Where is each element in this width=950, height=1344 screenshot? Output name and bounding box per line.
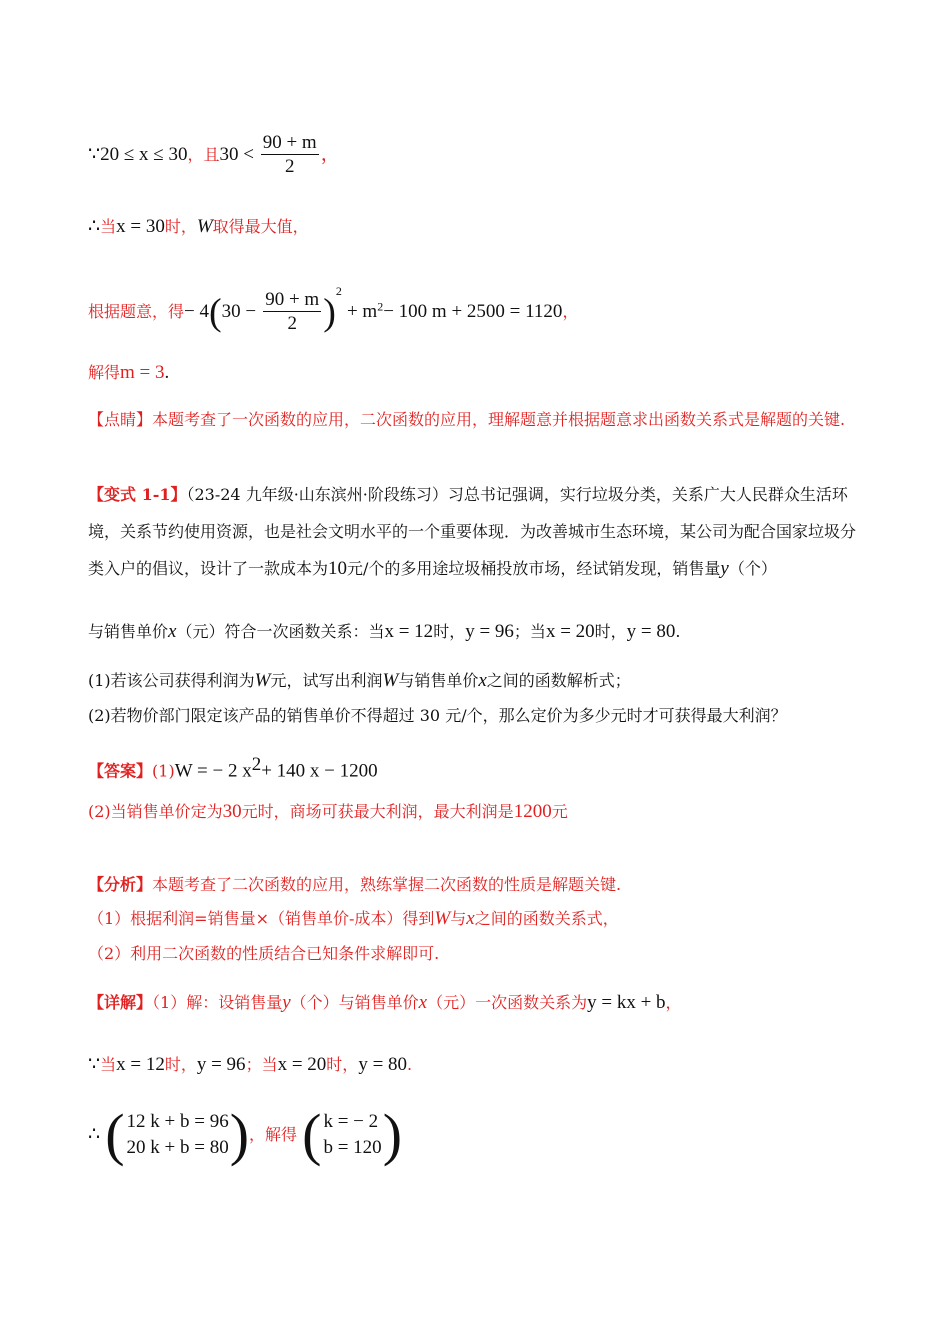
term: 30 − bbox=[221, 301, 257, 322]
text: 与销售单价 bbox=[398, 671, 479, 690]
equation: y = kx + b bbox=[587, 992, 666, 1013]
text: 元 bbox=[551, 802, 568, 821]
var-x: x bbox=[478, 670, 487, 691]
text: 与 bbox=[450, 909, 467, 928]
text: (2)当销售单价定为 bbox=[88, 802, 223, 821]
text: （元）一次函数关系为 bbox=[427, 993, 588, 1012]
inequality-left: 30 < bbox=[219, 143, 254, 165]
var-y: y bbox=[720, 558, 729, 579]
text: （2）利用二次函数的性质结合已知条件求解即可. bbox=[88, 944, 440, 963]
text: (1)若该公司获得利润为 bbox=[88, 671, 255, 690]
paren-close: ) bbox=[323, 291, 336, 334]
dianjing-tag: 【点睛】 bbox=[88, 410, 153, 429]
fraction-denominator: 2 bbox=[284, 156, 295, 177]
var-w: W bbox=[196, 216, 213, 237]
condition: x = 12 bbox=[384, 621, 434, 642]
text: 与销售单价 bbox=[88, 622, 169, 641]
var-w: W bbox=[382, 670, 399, 691]
question-1 bbox=[88, 670, 631, 692]
because-symbol: ∵ bbox=[88, 143, 101, 165]
condition: x = 30 bbox=[116, 216, 165, 237]
line-condition bbox=[88, 132, 340, 179]
term: + m bbox=[346, 301, 378, 322]
equation: W = − 2 x bbox=[174, 760, 252, 782]
var-x: x bbox=[418, 992, 428, 1013]
text: 之间的函数关系式， bbox=[474, 909, 619, 928]
exponent: 2 bbox=[335, 284, 342, 298]
analysis-line bbox=[88, 874, 621, 896]
solution-row: k = − 2 bbox=[323, 1111, 379, 1132]
therefore-symbol: ∴ bbox=[88, 1124, 101, 1145]
fraction bbox=[263, 289, 321, 336]
question-2 bbox=[88, 705, 787, 727]
detail-tag: 【详解】 bbox=[88, 993, 153, 1012]
solution-row: b = 120 bbox=[323, 1137, 382, 1158]
value: 30 bbox=[222, 801, 242, 822]
text: 时， bbox=[164, 217, 197, 236]
condition: y = 80 bbox=[626, 621, 676, 642]
condition: x = 12 bbox=[116, 1054, 165, 1075]
detail-condition bbox=[88, 1054, 412, 1076]
condition: x = 20 bbox=[277, 1054, 327, 1075]
condition: x = 20 bbox=[545, 621, 595, 642]
term: − 100 m + 2500 = 1120 bbox=[383, 301, 563, 322]
solution: m = 3 bbox=[120, 362, 165, 383]
value: 1200 bbox=[513, 801, 552, 822]
text: 时， bbox=[594, 622, 627, 641]
when-text: 当 bbox=[100, 217, 117, 236]
text: ；当 bbox=[513, 622, 546, 641]
detail-system bbox=[88, 1102, 403, 1167]
and-text: ，且 bbox=[187, 144, 220, 164]
therefore-symbol: ∴ bbox=[88, 216, 101, 237]
solution-system: ( k = − 2 b = 120 ) bbox=[302, 1102, 403, 1167]
line-solution bbox=[88, 362, 169, 384]
inequality: 20 ≤ x ≤ 30 bbox=[100, 143, 188, 165]
paren-open: ( bbox=[208, 291, 222, 334]
fraction-numerator: 90 + m bbox=[265, 289, 320, 310]
text: 当 bbox=[100, 1055, 117, 1074]
equation-row: 12 k + b = 96 bbox=[126, 1111, 229, 1132]
text: 时， bbox=[164, 1055, 197, 1074]
var-w: W bbox=[254, 670, 271, 691]
prefix-text: 解得 bbox=[88, 363, 121, 382]
dianjing-text: 本题考查了一次函数的应用，二次函数的应用，理解题意并根据题意求出函数关系式是解题的关键. bbox=[152, 410, 846, 429]
condition: y = 80 bbox=[358, 1054, 408, 1075]
analysis-tag: 【分析】 bbox=[88, 875, 153, 894]
answer-1 bbox=[88, 754, 378, 782]
text: 元时，商场可获最大利润，最大利润是 bbox=[241, 802, 514, 821]
equation: + 140 x − 1200 bbox=[261, 760, 378, 782]
text: （个）与销售单价 bbox=[290, 993, 419, 1012]
text: (1) bbox=[152, 761, 175, 781]
text: . bbox=[407, 1055, 413, 1074]
fraction bbox=[261, 132, 319, 179]
text: 本题考查了二次函数的应用，熟练掌握二次函数的性质是解题关键. bbox=[152, 875, 622, 894]
variant-paragraph bbox=[88, 476, 863, 587]
variant-text: 元/个的多用途垃圾桶投放市场，经试销发现，销售量 bbox=[347, 559, 721, 578]
dianjing-paragraph bbox=[88, 402, 863, 438]
text: 时， bbox=[326, 1055, 359, 1074]
line-equation bbox=[88, 280, 578, 336]
var-w: W bbox=[434, 908, 451, 929]
because-symbol: ∵ bbox=[88, 1054, 101, 1075]
equation-row: 20 k + b = 80 bbox=[126, 1137, 229, 1158]
var-x: x bbox=[168, 621, 177, 642]
variant-text: （23-24 九年级·山东滨州·阶段练习）习总书记强调，实行垃圾分类，关系广大人民群众生活环境，关系节约使用资源，也是社会文明水平的一个重要体现．为改善城市生态环境，某公司为配合国家垃圾分类入户的倡议，设计了一款成本为 bbox=[88, 485, 857, 578]
var-x: x bbox=[466, 908, 475, 929]
equation-system: ( 12 k + b = 96 20 k + b = 80 ) bbox=[105, 1102, 250, 1167]
punct: ， bbox=[562, 302, 579, 321]
prefix-text: 根据题意，得 bbox=[88, 302, 185, 321]
punct: . bbox=[164, 362, 170, 383]
answer-tag: 【答案】 bbox=[88, 761, 153, 781]
text: ，解得 bbox=[249, 1125, 298, 1144]
coef: − 4 bbox=[184, 301, 209, 322]
fraction-numerator: 90 + m bbox=[262, 132, 317, 153]
var-y: y bbox=[282, 992, 291, 1013]
condition: y = 96 bbox=[196, 1054, 246, 1075]
punct: ， bbox=[665, 993, 682, 1012]
text: 元，试写出利润 bbox=[270, 671, 383, 690]
fraction-denominator: 2 bbox=[287, 313, 297, 334]
text: . bbox=[675, 622, 681, 641]
text: (2)若物价部门限定该产品的销售单价不得超过 30 元/个，那么定价为多少元时才可获得最大利润？ bbox=[88, 706, 787, 725]
text: （1）根据利润=销售量×（销售单价-成本）得到 bbox=[88, 909, 435, 928]
text: ；当 bbox=[245, 1055, 278, 1074]
text: 取得最大值， bbox=[212, 217, 309, 236]
exponent: 2 bbox=[377, 299, 384, 314]
analysis-1 bbox=[88, 908, 619, 930]
text: （1）解：设销售量 bbox=[152, 993, 283, 1012]
variant-tag: 【变式 1-1】 bbox=[88, 485, 187, 504]
punct: ， bbox=[320, 143, 340, 165]
detail-line bbox=[88, 992, 682, 1014]
text: 之间的函数解析式； bbox=[486, 671, 631, 690]
variant-condition-line bbox=[88, 621, 680, 643]
line-max bbox=[88, 216, 309, 238]
cost-value: 10 bbox=[328, 558, 348, 579]
condition: y = 96 bbox=[465, 621, 514, 642]
text: （元）符合一次函数关系：当 bbox=[176, 622, 385, 641]
variant-text: （个） bbox=[728, 559, 777, 578]
answer-2 bbox=[88, 801, 568, 823]
text: 时， bbox=[433, 622, 466, 641]
exponent: 2 bbox=[251, 754, 262, 775]
analysis-2 bbox=[88, 943, 439, 965]
